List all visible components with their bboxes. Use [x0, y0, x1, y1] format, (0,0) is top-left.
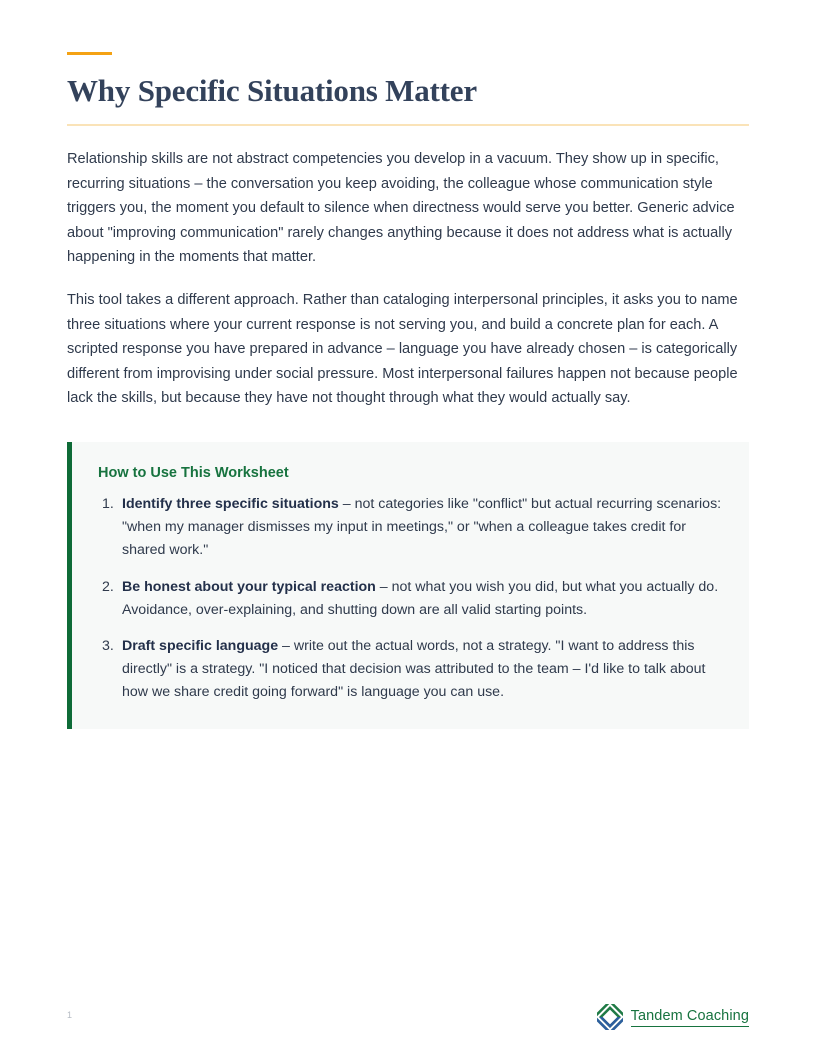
intro-paragraph-2: This tool takes a different approach. Rather than cataloging interpersonal principles, it asks you to name three situations where your current response is not serving you, and build a concrete plan for each. A scripted response you have prepared in advance – language you have already chosen – is categorically different from improvising under social pressure. Most interpersonal failures happen not because people lack the skills, but because they have not thought through what they would actually say.	[67, 291, 738, 407]
list-item	[98, 576, 723, 622]
list-item-lead: Identify three specific situations	[122, 495, 339, 512]
callout-instruction-list	[98, 493, 723, 705]
page-number: 1	[67, 1010, 73, 1020]
list-item	[98, 493, 723, 563]
list-item-text: – not what you wish you did, but what you actually do. Avoidance, over-explaining, and shutting down are all valid starting points.	[122, 578, 719, 618]
title-accent-bar	[67, 52, 112, 55]
brand-lockup	[597, 1004, 749, 1030]
list-item-text: – write out the actual words, not a strategy. "I want to address this directly" is a strategy. "I noticed that decision was attributed to the team – I'd like to talk about how we share credit going forward" is language you can use.	[122, 637, 706, 701]
title-divider-rule	[67, 124, 749, 126]
tandem-diamond-logo-icon	[597, 1004, 623, 1030]
how-to-use-callout	[67, 442, 749, 729]
document-content	[67, 52, 749, 729]
callout-heading: How to Use This Worksheet	[98, 464, 289, 481]
list-item-lead: Be honest about your typical reaction	[122, 578, 376, 595]
list-item	[98, 635, 723, 705]
brand-name: Tandem Coaching	[631, 1008, 749, 1027]
list-item-lead: Draft specific language	[122, 637, 279, 654]
intro-paragraph-1: Relationship skills are not abstract competencies you develop in a vacuum. They show up in specific, recurring situations – the conversation you keep avoiding, the colleague whose communication style triggers you, the moment you default to silence when directness would serve you better. Generic advice about "improving communication" rarely changes anything because it does not address what is actually happening in the moments that matter.	[67, 151, 735, 266]
list-item-text: – not categories like "conflict" but actual recurring scenarios: "when my manager dismisses my input in meetings," or "when a colleague takes credit for shared work."	[122, 495, 722, 559]
page-footer	[0, 1000, 816, 1056]
page-title: Why Specific Situations Matter	[67, 73, 477, 108]
